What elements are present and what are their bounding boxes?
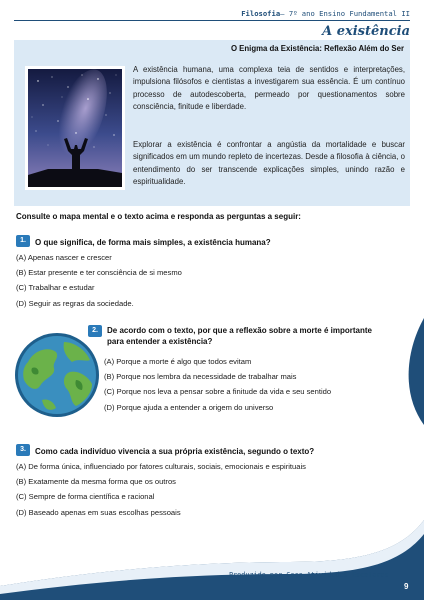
header-divider	[14, 20, 410, 21]
option-d[interactable]: (D) Baseado apenas em suas escolhas pessoais	[16, 507, 181, 517]
option-b[interactable]: (B) Exatamente da mesma forma que os outros	[16, 477, 176, 487]
option-d[interactable]: (D) Porque ajuda a entender a origem do universo	[104, 402, 274, 412]
option-b[interactable]: (B) Estar presente e ter consciência de si mesmo	[16, 268, 182, 278]
header-grade: – 7º ano Ensino Fundamental II	[280, 9, 410, 18]
panel-paragraph-2: Explorar a existência é confrontar a angústia da mortalidade e buscar significados em um mundo repleto de incertezas. Desde a filosofia à ciência, o entendimento do ser transcende explicações simples, unindo razão e espiritualidade.	[133, 140, 405, 187]
option-c[interactable]: (C) Sempre de forma científica e racional	[16, 492, 155, 502]
panel-subtitle: O Enigma da Existência: Reflexão Além do Ser	[230, 44, 404, 53]
question-2-options	[104, 354, 331, 415]
instruction-text: Consulte o mapa mental e o texto acima e responda as perguntas a seguir:	[16, 212, 301, 221]
footer-credit: Produzido por Caça-Atividades Escolares	[229, 571, 389, 579]
header-subject-line	[241, 9, 410, 18]
option-d[interactable]: (D) Seguir as regras da sociedade.	[16, 298, 134, 308]
header-subject: Filosofia	[241, 9, 281, 18]
question-3	[16, 441, 406, 459]
question-text: Como cada indivíduo vivencia a sua própria existência, segundo o texto?	[35, 447, 315, 456]
option-a[interactable]: (A) Apenas nascer e crescer	[16, 253, 112, 262]
question-number-badge: 3.	[16, 444, 30, 456]
question-1-options	[16, 250, 182, 311]
question-3-options	[16, 459, 306, 520]
option-a[interactable]: (A) Porque a morte é algo que todos evitam	[104, 357, 252, 366]
page-title: A existência	[322, 24, 410, 39]
question-number-badge: 2.	[88, 325, 102, 337]
page-number: 9	[404, 582, 409, 591]
question-text: O que significa, de forma mais simples, a existência humana?	[35, 238, 271, 247]
question-1	[16, 232, 406, 250]
night-sky-person-image	[25, 66, 125, 190]
question-text: De acordo com o texto, por que a reflexão sobre a morte é importante para entender a existência?	[107, 326, 372, 346]
right-wave-shape	[409, 318, 424, 425]
panel-paragraph-1: A existência humana, uma complexa teia de sentidos e interpretações, impulsiona filósofos e cientistas a investigarem sua essência. É um contínuo processo de autodescoberta, permeado por questionamentos sobre consciência, finitude e liberdade.	[133, 65, 405, 112]
question-2	[88, 325, 388, 347]
option-b[interactable]: (B) Porque nos lembra da necessidade de trabalhar mais	[104, 372, 297, 382]
option-c[interactable]: (C) Trabalhar e estudar	[16, 283, 95, 293]
option-a[interactable]: (A) De forma única, influenciado por fatores culturais, sociais, emocionais e espirituais	[16, 462, 306, 471]
option-c[interactable]: (C) Porque nos leva a pensar sobre a finitude da vida e seu sentido	[104, 387, 332, 397]
question-number-badge: 1.	[16, 235, 30, 247]
